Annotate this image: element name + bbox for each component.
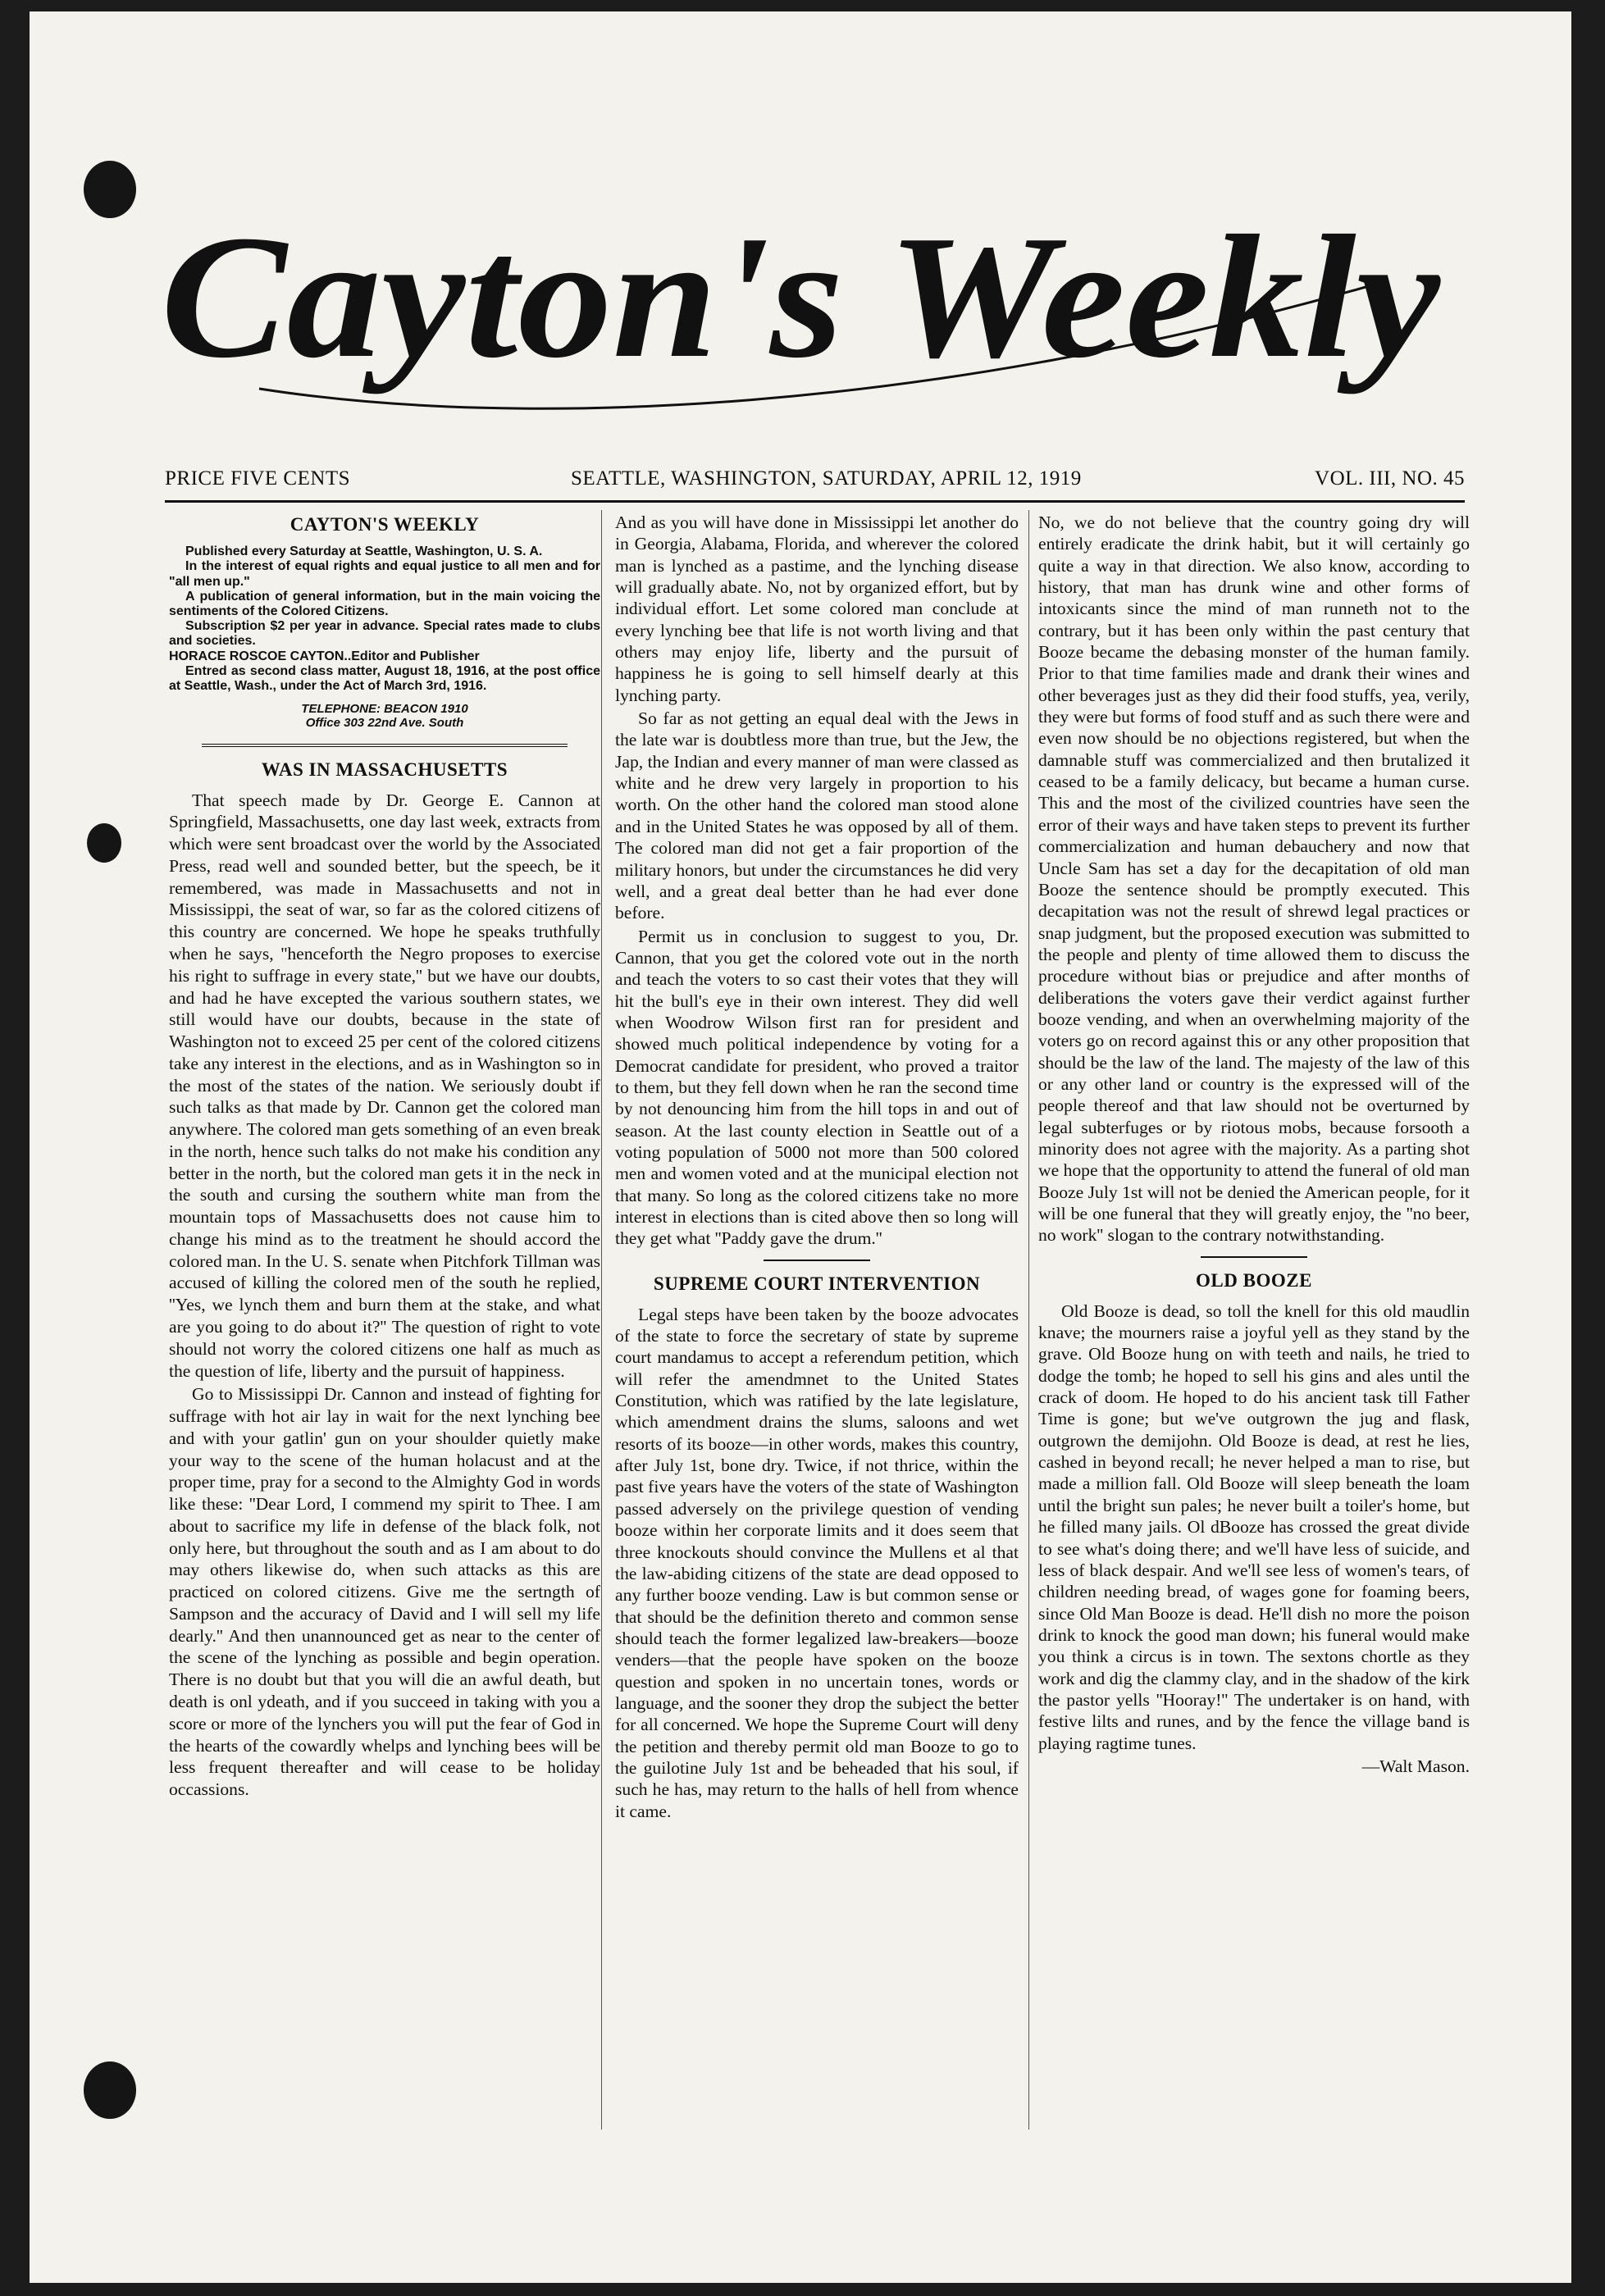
info-box-heading: CAYTON'S WEEKLY [290,514,480,535]
dateline [165,462,1465,495]
poem-author: —Walt Mason. [1361,1756,1470,1776]
price: PRICE FIVE CENTS [165,467,351,490]
info-box-rule [202,744,568,747]
info-line: Subscription $2 per year in advance. Special rates made to clubs and societies. [169,619,600,649]
article-paragraph: So far as not getting an equal deal with the Jews in the late war is doubtless more than true, but the Jew, the Jap, the Indian and every manner of man were classed as white and he drew very largely in proportion to his worth. On the other hand the colored man stood alone and in the United States he was opposed by all of them. The colored man did not get a fair proportion of the military honors, but under the circumstances he did very well, and a great deal better than he had ever done before. [615,708,1019,923]
article-separator [764,1260,870,1261]
binding-hole-bottom [84,2061,136,2119]
article-paragraph: No, we do not believe that the country going dry will entirely eradicate the drink habit, but it will certainly go quite a way in that direction. We also know, according to history, that man has drunk wine and other forms of intoxicants since the mind of man runneth not to the contrary, but it has been only within the past century that Booze became the debasing monster of the human family. Prior to that time families made and drank their wines and other beverages just as they did their food stuffs, yea, verily, they were but forms of food stuff and as such there were and even now should be no objections registered, but when the damnable stuff was commercialized and then brutalized it ceased to be a family delicacy, but became a human curse. This and the most of the civilized countries have seen the error of their ways and have taken steps to prevent its further commercialization and human debauchery and now that Uncle Sam has set a day for the decapitation of old man Booze the sentence should be promptly executed. This decapitation was not the result of shrewd legal practices or snap judgment, but the proposed execution was submitted to the people and plenty of time allowed them to discuss the procedure without bias or prejudice and after months of deliberations the voters gave their verdict against further booze vending, and when an overwhelming majority of the voters go on record against this or any other proposition that should be the law of the land. The majesty of the law of this or any other land or country is the expressed will of the people thereof and that law should not be overturned by legal subterfuges or by riotous mobs, because forsooth a minority does not agree with the majority. As a parting shot we hope that the opportunity to attend the funeral of old man Booze July 1st will not be denied the American people, for it will be one funeral that they will greatly enjoy, the ''no beer, no work'' slogan to the contrary notwithstanding. [1038,512,1470,1246]
newspaper-page [30,11,1571,2283]
article-separator [1201,1256,1307,1258]
column-rule-2 [1028,510,1029,2130]
headline-massachusetts: WAS IN MASSACHUSETTS [261,758,508,780]
headline-old-booze: OLD BOOZE [1196,1269,1312,1291]
info-line: A publication of general information, but in the main voicing the sentiments of the Colored Citizens. [169,589,600,618]
info-line: Entred as second class matter, August 18, 1916, at the post office at Seattle, Wash., under the Act of March 3rd, 1916. [169,663,600,694]
info-box [169,544,600,731]
volume-number: VOL. III, NO. 45 [1315,467,1465,490]
article-paragraph: And as you will have done in Mississippi let another do in Georgia, Alabama, Florida, and wherever the colored man is lynched as a pastime, and the lynching disease will gradually abate. No, not by organized effort, but by individual effort. Let some colored man conclude at every lynching bee that life is not worth living and that others may enjoy life, liberty and the pursuit of happiness he is going to sell himself dearly at this lynching party. [615,512,1019,705]
article-paragraph: Legal steps have been taken by the booze advocates of the state to force the secretary of state by supreme court mandamus to accept a referendum petition, which will refer the amendmnet to the United States Constitution, which was ratified by the late legislature, which amendment drains the slums, saloons and wet resorts of its booze—in other words, makes this country, after July 1st, bone dry. Twice, if not thrice, within the past five years have the voters of the state of Washington passed adversely on the privilege question of vending booze within her corporate limits and it does seem that three knockouts should convince the Mullens et al that the law-abiding citizens of the state are dead opposed to any further booze vending. Law is but common sense or that should be the definition thereto and common sense should teach the former legalized law-breakers—booze venders—that the people have spoken on the booze question and spoken in no uncertain tones, words or language, and the sooner they drop the subject the better for all concerned. We hope the Supreme Court will deny the petition and thereby permit old man Booze to go to the guilotine July 1st and be beheaded that his soul, if such he has, may return to the halls of hell from whence it came. [615,1304,1019,1821]
masthead [30,184,1571,430]
binding-hole-middle [87,823,121,863]
poem-text: Old Booze is dead, so toll the knell for this old maudlin knave; the mourners raise a joyful yell as they stand by the grave. Old Booze hung on with teeth and nails, he tried to dodge the tomb; he hoped to sell his gins and ales until the crack of doom. He hoped to do his ancient task till Father Time is gone; but we've outgrown the jug and flask, outgrown the demijohn. Old Booze is dead, at rest he lies, cashed in beyond recall; he never helped a man to rise, but made a million fall. Old Booze will sleep beneath the loam until the bright sun pales; he never built a toiler's home, but he filled many jails. Ol dBooze has crossed the great divide to see what's doing there; and we'll have less of suicide, and less of black despair. And we'll see less of women's tears, of children needing bread, of wages gone for foaming beers, since Old Man Booze is dead. He'll dish no more the poison drink to knock the good man down; his funeral would make you think a circus is in town. The sextons chortle as they work and dig the clammy clay, and in the shadow of the kirk the pastor yells ''Hooray!'' The undertaker is on hand, with festive lilts and runes, and by the fence the village band is playing ragtime tunes. [1038,1301,1470,1753]
info-line: HORACE ROSCOE CAYTON..Editor and Publisher [169,649,480,663]
telephone: TELEPHONE: BEACON 1910 [301,702,468,717]
column-1 [169,512,600,1802]
article-paragraph: Permit us in conclusion to suggest to you, Dr. Cannon, that you get the colored vote out in the north and teach the voters to so cast their votes that they will hit the bull's eye in their own interest. They did well when Woodrow Wilson first ran for president and showed much political independence by voting for a Democrat candidate for president, who proved a traitor to them, but they fell down when he ran the second time by not denouncing him from the hill tops in and out of season. At the last county election in Seattle out of a voting population of 5000 not more than 500 colored men and women voted and at the municipal election not that many. So long as the colored citizens take no more interest in elections than is cited above then so long will they get what ''Paddy gave the drum.'' [615,926,1019,1249]
article-paragraph: That speech made by Dr. George E. Cannon at Springfield, Massachusetts, one day last week, extracts from which were sent broadcast over the world by the Associated Press, read well and sounded better, but the speech, be it remembered, was made in Massachusetts and not in Mississippi, the seat of war, so far as the colored citizens of this country are concerned. We hope he speaks truthfully when he says, ''henceforth the Negro proposes to exercise his right to suffrage in every state,'' but we have our doubts, and had he have excepted the various southern states, we still would have our doubts, because in the state of Washington not to exceed 25 per cent of the colored citizens take any interest in the elections, and as in Washington so in the most of the states of the nation. We seriously doubt if such talks as that made by Dr. Cannon get the colored man anywhere. The colored man gets something of an even break in the north, hence such talks do not make his condition any better in the north, but the colored man gets it in the neck in the south and cursing the southern white man from the mountain tops of Massachusetts does not cause him to change his mind as to the treatment he should accord the colored man. In the U. S. senate when Pitchfork Tillman was accused of killing the colored men of the south he replied, ''Yes, we lynch them and burn them at the stake, and what are you going to do about it?'' The question of right to vote should not worry the colored citizens one half as much as the question of life, liberty and the pursuit of happiness. [169,790,600,1381]
place-date: SEATTLE, WASHINGTON, SATURDAY, APRIL 12, 1919 [571,467,1082,490]
info-line: In the interest of equal rights and equal justice to all men and for "all men up." [169,559,600,589]
column-2 [586,512,1019,1824]
masthead-title: Cayton's Weekly [161,198,1442,394]
office-address: Office 303 22nd Ave. South [305,716,464,731]
column-3 [1038,512,1470,1779]
info-line: Published every Saturday at Seattle, Washington, U. S. A. [185,544,543,559]
dateline-rule [165,500,1465,503]
article-paragraph: Go to Mississippi Dr. Cannon and instead of fighting for suffrage with hot air lay in wait for the next lynching bee and with your gatlin' gun on your shoulder quietly make your way to the scene of the human holacust and at the proper time, pray for a second to the Almighty God in words like these: ''Dear Lord, I commend my spirit to Thee. I am about to sacrifice my life in defense of the black folk, not only here, but throughout the south and as I am about to do may others likewise do, when such attacks as this are practiced on colored citizens. Give me the sertngth of Sampson and the accuracy of David and I will sell my life dearly.'' And then unannounced get as near to the center of the scene of the lynching as possible and begin operation. There is no doubt but that you will die an awful death, but death is onl ydeath, and if you succeed in taking with you a score or more of the lynchers you will put the fear of God in the hearts of the cowardly whelps and lynching bees will be less frequent thereafter and will cease to be holiday occassions. [169,1384,600,1800]
headline-supreme-court: SUPREME COURT INTERVENTION [653,1273,981,1294]
masthead-svg [30,184,1571,430]
